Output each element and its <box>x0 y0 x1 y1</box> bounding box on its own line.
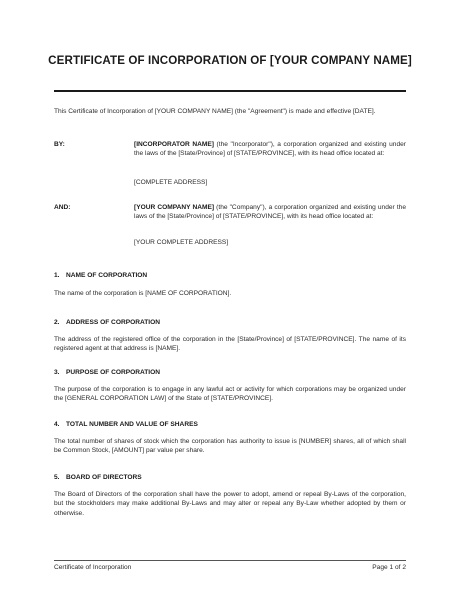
party-and-description: (the "Company"), a corporation organized and existing under the laws of the [State/Province] of [STATE/PROVINCE], with its head office located at: <box>134 204 406 221</box>
footer-divider <box>54 560 406 561</box>
party-by-name: [INCORPORATOR NAME] <box>134 141 214 148</box>
section-5-body: The Board of Directors of the corporation shall have the power to adopt, amend or repeal By-Laws of the corporation, but the stockholders may make additional By-Laws and may alter or repeal any By-Law whether adopted by them or otherwise. <box>54 491 406 517</box>
section-2-body: The address of the registered office of the corporation in the [State/Province] of [STATE/PROVINCE]. The name of its registered agent at that address is [NAME]. <box>54 336 406 353</box>
party-and-name: [YOUR COMPANY NAME] <box>134 204 215 211</box>
section-1-body: The name of the corporation is [NAME OF CORPORATION]. <box>54 290 232 297</box>
section-4-body: The total number of shares of stock which the corporation has authority to issue is [NUMBER] shares, all of which shall be Common Stock, [AMOUNT] par value per share. <box>54 438 406 455</box>
title-divider <box>54 90 406 92</box>
section-2-heading: 2. ADDRESS OF CORPORATION <box>54 319 161 326</box>
section-3-body: The purpose of the corporation is to engage in any lawful act or activity for which corporations may be organized under the [GENERAL CORPORATION LAW] of the State of [STATE/PROVINCE]. <box>54 386 406 403</box>
section-5-heading: 5. BOARD OF DIRECTORS <box>54 474 142 481</box>
party-and-label: AND: <box>54 204 71 211</box>
intro-paragraph: This Certificate of Incorporation of [YOUR COMPANY NAME] (the "Agreement") is made and effective [DATE]. <box>54 108 376 115</box>
party-by-description: (the "Incorporator"), a corporation organized and existing under the laws of the [State/Province] of [STATE/PROVINCE], with its head office located at: <box>134 141 406 158</box>
party-by-text <box>134 140 406 159</box>
document-title: CERTIFICATE OF INCORPORATION OF [YOUR COMPANY NAME] <box>48 54 412 67</box>
footer-document-name: Certificate of Incorporation <box>54 564 132 571</box>
section-1-heading: 1. NAME OF CORPORATION <box>54 272 148 279</box>
footer-page-number: Page 1 of 2 <box>372 564 406 571</box>
section-3-heading: 3. PURPOSE OF CORPORATION <box>54 369 161 376</box>
party-and-text <box>134 203 406 222</box>
party-by-address: [COMPLETE ADDRESS] <box>134 179 208 186</box>
party-and-address: [YOUR COMPLETE ADDRESS] <box>134 239 229 246</box>
section-4-heading: 4. TOTAL NUMBER AND VALUE OF SHARES <box>54 421 198 428</box>
party-by-label: BY: <box>54 141 65 148</box>
